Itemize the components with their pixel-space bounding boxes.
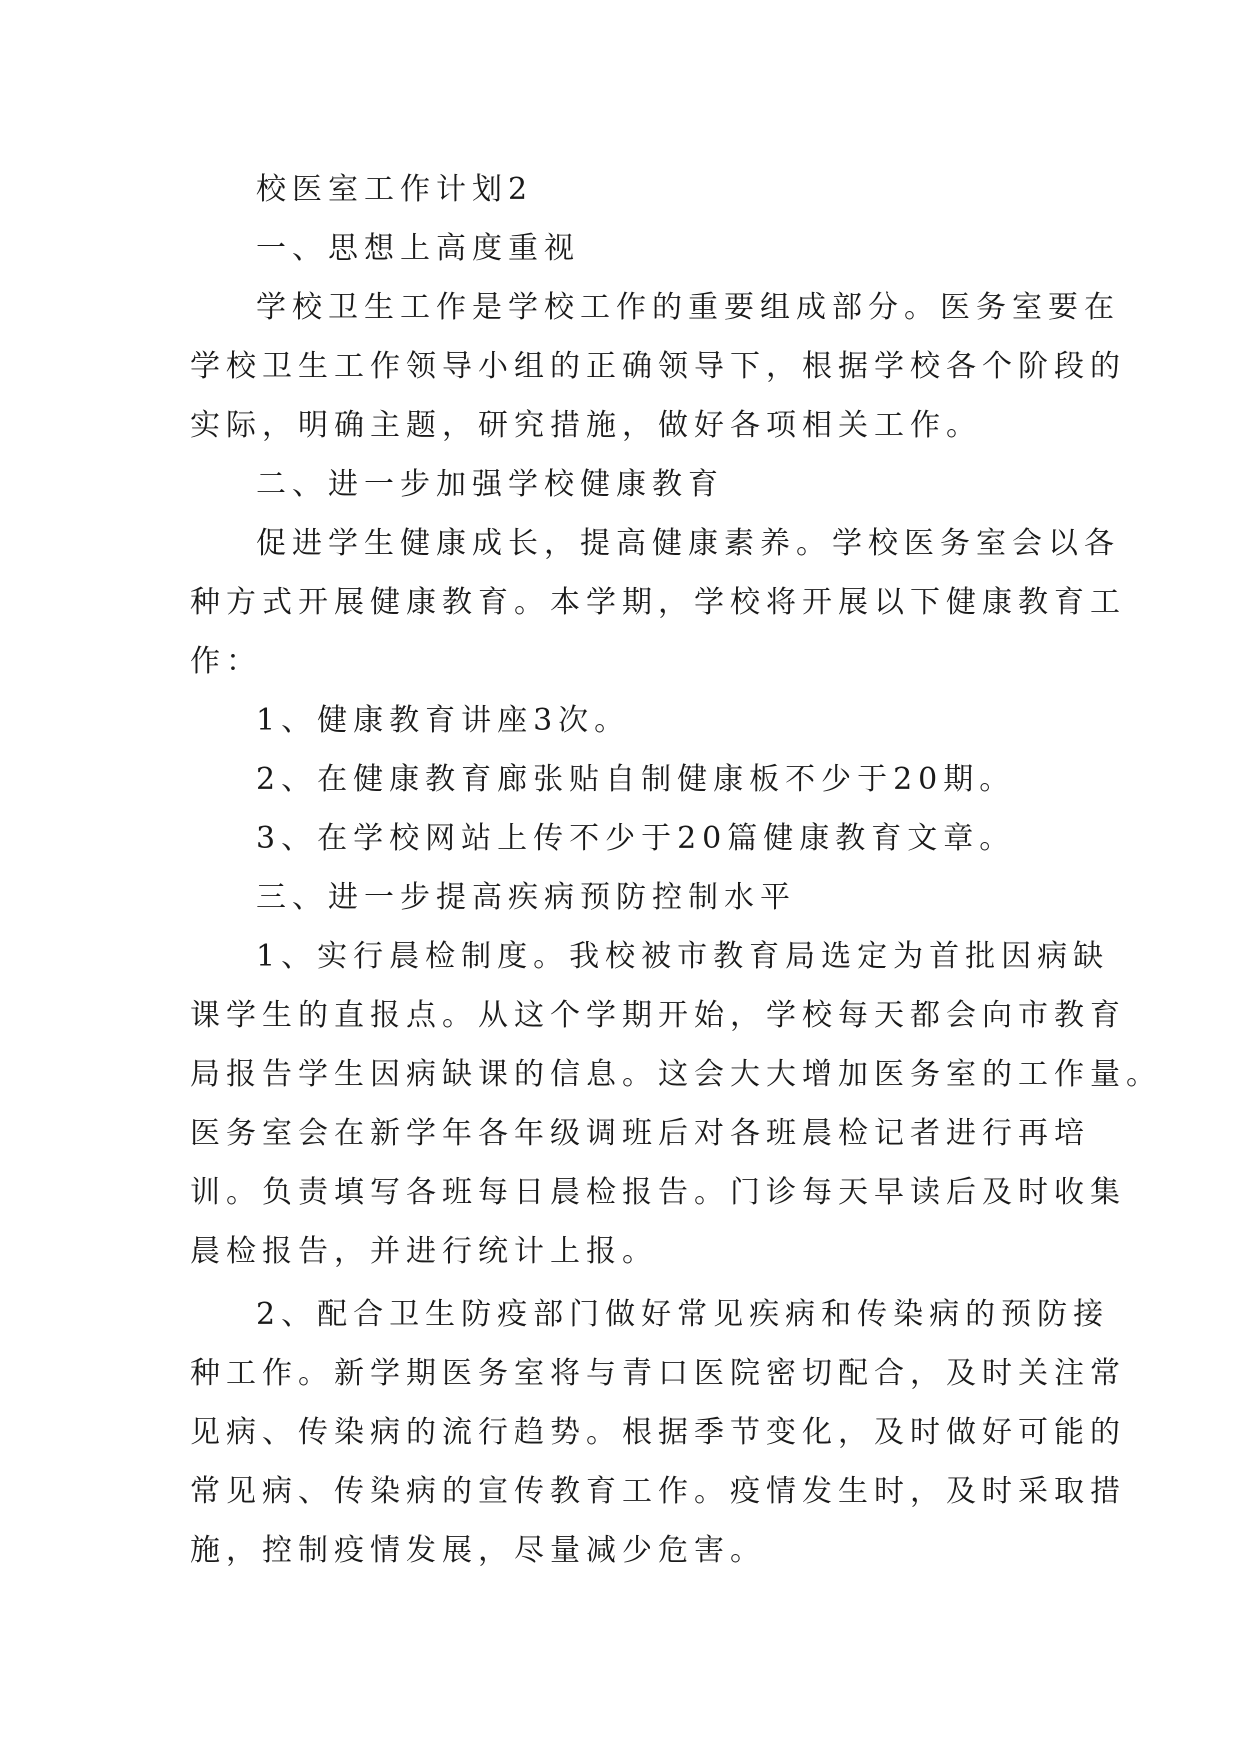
section2-list-item: 3、在学校网站上传不少于20篇健康教育文章。 [256,821,1016,856]
section3-item2-line: 施，控制疫情发展，尽量减少危害。 [190,1533,766,1568]
section2-list-item: 1、健康教育讲座3次。 [256,703,631,738]
section3-item1-line: 晨检报告，并进行统计上报。 [190,1234,658,1269]
section3-item2-line: 2、配合卫生防疫部门做好常见疾病和传染病的预防接 [256,1297,1110,1332]
section2-list-item: 2、在健康教育廊张贴自制健康板不少于20期。 [256,762,1016,797]
document-page [190,160,1162,1580]
section2-para-line: 促进学生健康成长，提高健康素养。学校医务室会以各 [256,526,1120,561]
section1-para-line: 学校卫生工作是学校工作的重要组成部分。医务室要在 [256,290,1120,325]
section3-item1-line: 课学生的直报点。从这个学期开始，学校每天都会向市教育 [190,998,1126,1033]
section3-item1-line: 1、实行晨检制度。我校被市教育局选定为首批因病缺 [256,939,1110,974]
section1-para-line: 学校卫生工作领导小组的正确领导下，根据学校各个阶段的 [190,349,1126,384]
section3-heading: 三、进一步提高疾病预防控制水平 [256,880,796,915]
section3-item1-line: 训。负责填写各班每日晨检报告。门诊每天早读后及时收集 [190,1175,1126,1210]
section3-item2-line: 见病、传染病的流行趋势。根据季节变化，及时做好可能的 [190,1415,1126,1450]
section3-item2-line: 常见病、传染病的宣传教育工作。疫情发生时，及时采取措 [190,1474,1126,1509]
section3-item2-line: 种工作。新学期医务室将与青口医院密切配合，及时关注常 [190,1356,1126,1391]
document-title: 校医室工作计划2 [256,172,534,207]
section3-item1-line: 医务室会在新学年各年级调班后对各班晨检记者进行再培 [190,1116,1090,1151]
section3-item1-line: 局报告学生因病缺课的信息。这会大大增加医务室的工作量。 [190,1057,1162,1092]
section2-para-line: 作： [190,644,262,679]
section1-heading: 一、思想上高度重视 [256,231,580,266]
section1-para-line: 实际，明确主题，研究措施，做好各项相关工作。 [190,408,982,443]
section2-para-line: 种方式开展健康教育。本学期，学校将开展以下健康教育工 [190,585,1126,620]
section2-heading: 二、进一步加强学校健康教育 [256,467,724,502]
